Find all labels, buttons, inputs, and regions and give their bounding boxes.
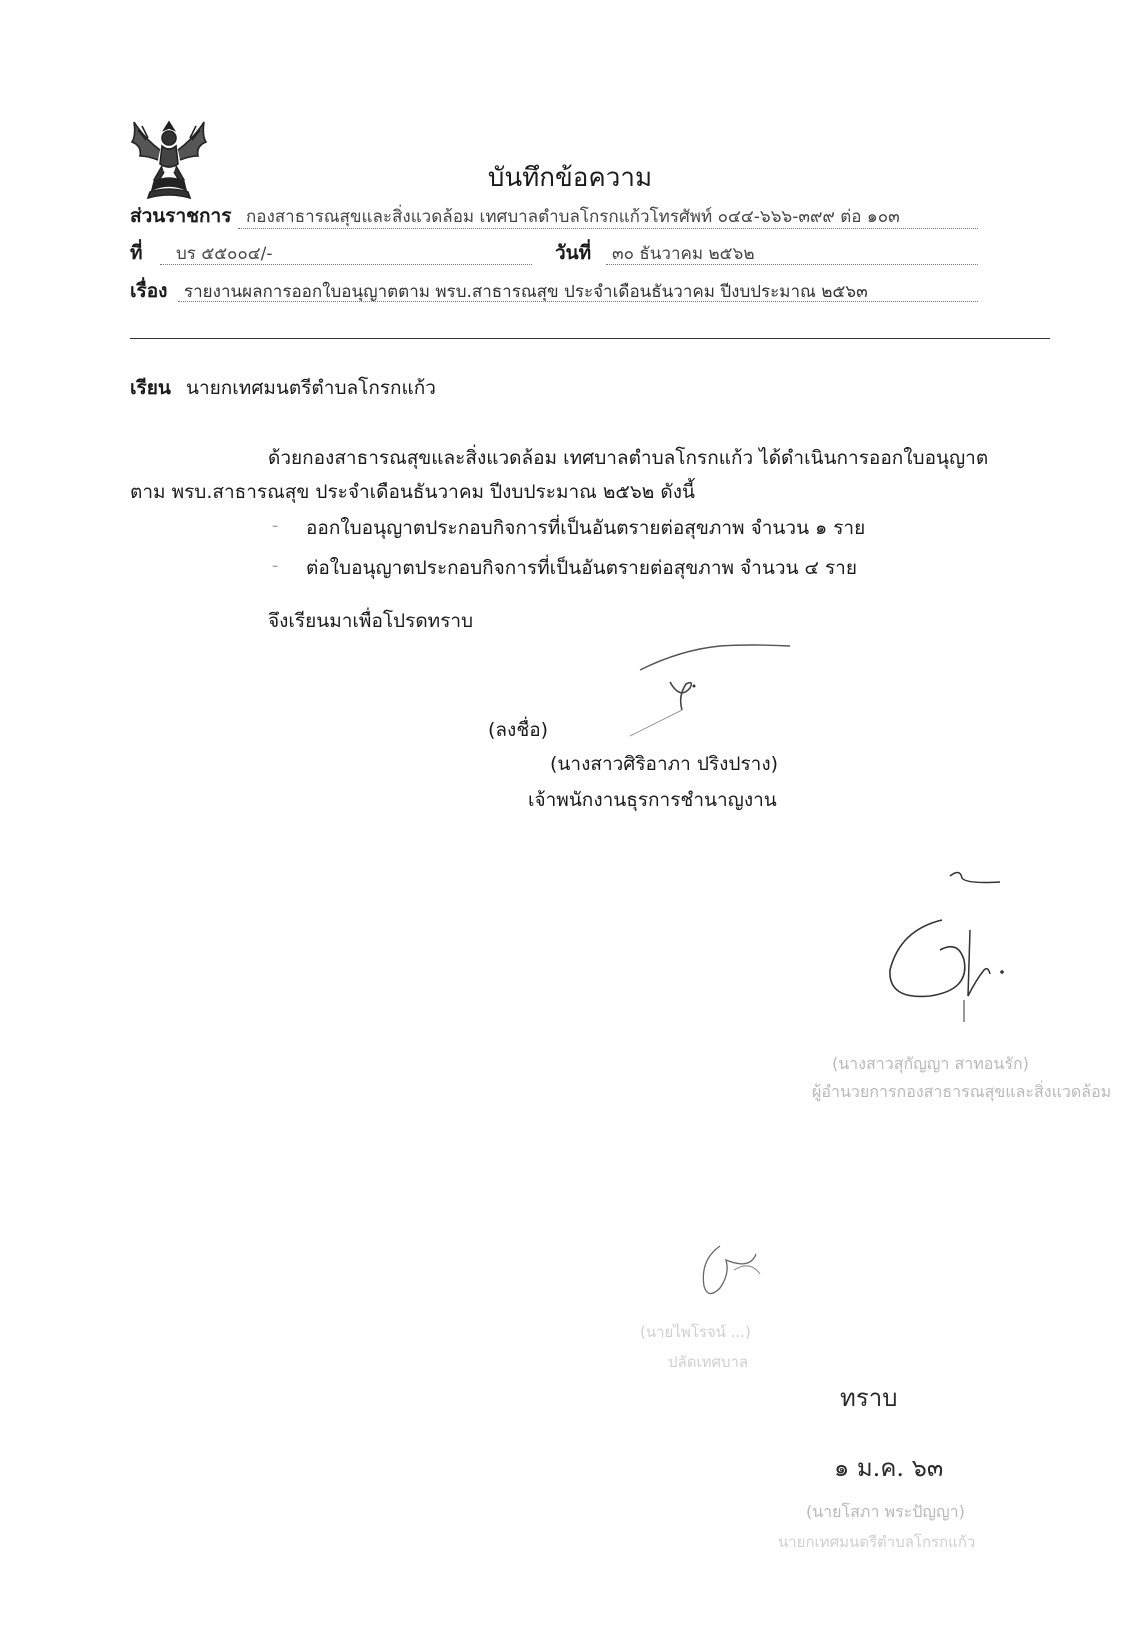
signer-position: เจ้าพนักงานธุรการชำนาญงาน xyxy=(528,789,777,811)
ref-dotline xyxy=(160,264,532,265)
bullet-item: ต่อใบอนุญาตประกอบกิจการที่เป็นอันตรายต่อสุขภาพ จำนวน ๔ ราย xyxy=(306,557,857,579)
handwritten-acknowledge: ทราบ xyxy=(840,1384,898,1412)
body-line-1: ด้วยกองสาธารณสุขและสิ่งแวดล้อม เทศบาลตำบลโกรกแก้ว ได้ดำเนินการออกใบอนุญาต xyxy=(268,447,989,469)
ref-label: ที่ xyxy=(130,242,143,264)
handwritten-date: ๑ ม.ค. ๖๓ xyxy=(834,1454,944,1482)
subject-value: รายงานผลการออกใบอนุญาตตาม พรบ.สาธารณสุข ประจำเดือนธันวาคม ปีงบประมาณ ๒๕๖๓ xyxy=(184,282,868,302)
agency-label: ส่วนราชการ xyxy=(130,205,232,227)
director-name-faint: (นางสาวสุกัญญา สาทอนรัก) xyxy=(832,1054,1029,1073)
clerk-position-faint: ปลัดเทศบาล xyxy=(668,1353,749,1371)
agency-dotline xyxy=(238,228,978,229)
salutation-value: นายกเทศมนตรีตำบลโกรกแก้ว xyxy=(186,377,436,399)
header-rule xyxy=(130,338,1050,339)
top-edge-mark xyxy=(640,0,820,8)
agency-value: กองสาธารณสุขและสิ่งแวดล้อม เทศบาลตำบลโกรกแก้วโทรศัพท์ ๐๔๔-๖๖๖-๓๙๙ ต่อ ๑๐๓ xyxy=(246,207,900,227)
bullet-item: ออกใบอนุญาตประกอบกิจการที่เป็นอันตรายต่อสุขภาพ จำนวน ๑ ราย xyxy=(306,517,866,539)
body-line-2: ตาม พรบ.สาธารณสุข ประจำเดือนธันวาคม ปีงบประมาณ ๒๕๖๒ ดังนี้ xyxy=(130,481,695,503)
mayor-position-faint: นายกเทศมนตรีตำบลโกรกแก้ว xyxy=(778,1533,976,1551)
author-signature-icon xyxy=(620,640,800,740)
memo-title: บันทึกข้อความ xyxy=(487,163,653,193)
date-value: ๓๐ ธันวาคม ๒๕๖๒ xyxy=(612,244,755,264)
salutation-label: เรียน xyxy=(130,377,171,399)
subject-label: เรื่อง xyxy=(130,280,168,302)
closing-text: จึงเรียนมาเพื่อโปรดทราบ xyxy=(268,610,474,632)
date-dotline xyxy=(606,264,978,265)
mayor-name-faint: (นายโสภา พระปัญญา) xyxy=(806,1502,965,1521)
subject-dotline xyxy=(178,301,978,302)
bullet-marker: - xyxy=(272,516,279,536)
date-label: วันที่ xyxy=(555,242,592,264)
signature-label: (ลงชื่อ) xyxy=(488,719,549,741)
garuda-emblem-icon xyxy=(128,116,210,202)
clerk-signature-icon xyxy=(690,1240,780,1310)
director-position-faint: ผู้อำนวยการกองสาธารณสุขและสิ่งแวดล้อม xyxy=(812,1082,1112,1101)
ref-value: บร ๕๕๐๐๔/- xyxy=(176,244,273,264)
bullet-marker: - xyxy=(272,556,279,576)
director-signature-icon xyxy=(880,870,1040,1040)
clerk-name-faint: (นายไพโรจน์ ...) xyxy=(640,1323,751,1341)
signer-name: (นางสาวศิริอาภา ปริงปราง) xyxy=(550,753,779,775)
